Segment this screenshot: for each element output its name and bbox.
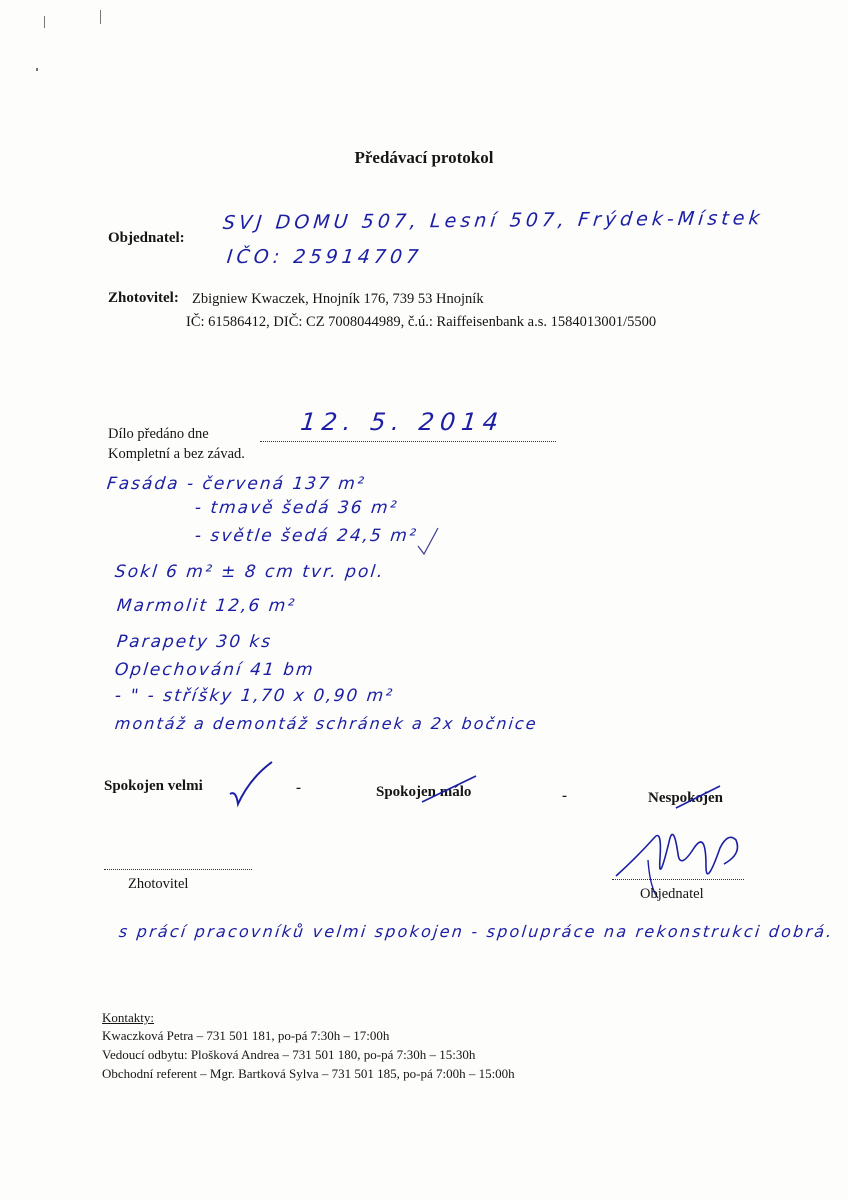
contractor-ids: IČ: 61586412, DIČ: CZ 7008044989, č.ú.: Raiffeisenbank a.s. 1584013001/5500 [186,314,657,330]
scan-speck [36,68,38,71]
work-item: Fasáda - červená 137 m² [105,474,367,494]
orderer-signature-line [612,878,744,880]
contacts-heading: Kontakty: [102,1010,154,1025]
complete-text: Kompletní a bez závad. [108,446,245,462]
orderer-label: Objednatel: [108,230,185,246]
work-item: - tmavě šedá 36 m² [193,498,400,518]
satisfaction-dash: - [296,780,301,796]
satisfaction-very: Spokojen velmi [104,778,203,794]
contact-line: Obchodní referent – Mgr. Bartková Sylva – 731 501 185, po-pá 7:00h – 15:00h [102,1066,515,1081]
strike-through-icon [420,774,480,804]
work-item: Parapety 30 ks [115,632,274,652]
work-item: Marmolit 12,6 m² [115,596,298,616]
handover-date: 12. 5. 2014 [299,408,506,436]
strike-through-icon [674,784,724,810]
scan-speck [44,16,45,28]
work-item: Oplechování 41 bm [113,660,316,680]
work-item: Sokl 6 m² ± 8 cm tvr. pol. [113,562,386,582]
contact-line: Kwaczková Petra – 731 501 181, po-pá 7:30h – 17:00h [102,1028,390,1043]
orderer-signature-label: Objednatel [640,886,704,902]
document-title: Předávací protokol [354,148,494,167]
contractor-address: Zbigniew Kwaczek, Hnojník 176, 739 53 Hnojník [192,291,484,307]
scan-speck [100,10,101,24]
contractor-label: Zhotovitel: [108,290,179,306]
handover-label: Dílo předáno dne [108,426,209,442]
satisfaction-dash: - [562,788,567,804]
work-item: montáž a demontáž schránek a 2x bočnice [114,714,539,733]
work-item: - světle šedá 24,5 m² [193,526,419,546]
contact-line: Vedoucí odbytu: Plošková Andrea – 731 501 180, po-pá 7:30h – 15:30h [102,1047,476,1062]
work-item: - " - stříšky 1,70 x 0,90 m² [113,686,396,706]
satisfaction-not: Nespokojen [648,790,724,806]
check-mark-icon [416,526,440,556]
orderer-handwritten-line2: IČO: 25914707 [225,246,424,268]
orderer-handwritten-line1: SVJ DOMU 507, Lesní 507, Frýdek-Místek [221,207,765,234]
satisfied-check-icon [226,760,276,810]
handover-date-line [260,440,556,442]
contractor-signature-label: Zhotovitel [128,876,189,892]
satisfaction-little: Spokojen málo [376,784,472,800]
contractor-signature-line [104,868,252,870]
customer-note: s prácí pracovníků velmi spokojen - spolupráce na rekonstrukci dobrá. [118,922,835,941]
